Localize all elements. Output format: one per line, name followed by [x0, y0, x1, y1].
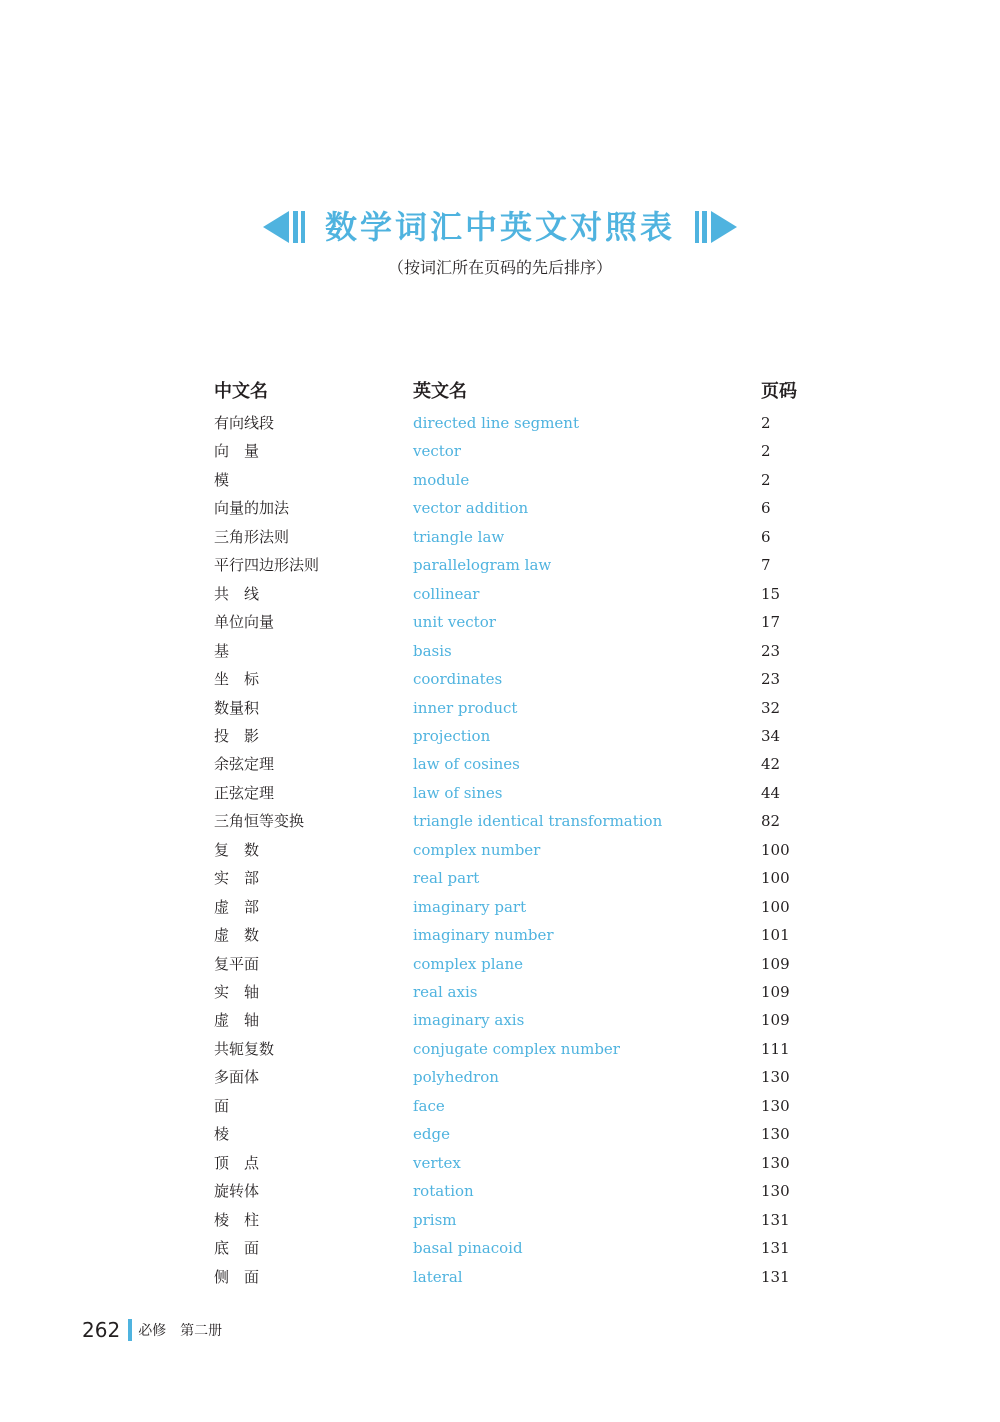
- term-english: coordinates: [413, 670, 503, 689]
- column-header-chinese: 中文名: [214, 381, 268, 402]
- term-english: projection: [413, 726, 491, 745]
- column-header-english: 英文名: [413, 381, 467, 402]
- term-chinese: 底 面: [214, 1239, 260, 1258]
- term-page: 111: [761, 1039, 790, 1058]
- table-row: [0, 441, 1000, 469]
- term-chinese: 实 部: [214, 869, 260, 888]
- term-page: 100: [761, 897, 790, 916]
- term-english: complex number: [413, 840, 541, 859]
- term-english: rotation: [413, 1182, 474, 1201]
- table-row: [0, 698, 1000, 726]
- term-chinese: 多面体: [214, 1068, 260, 1087]
- term-page: 34: [761, 726, 781, 745]
- term-english: vertex: [413, 1153, 461, 1172]
- term-english: parallelogram law: [413, 556, 552, 575]
- term-chinese: 侧 面: [214, 1267, 260, 1286]
- term-chinese: 棱 柱: [214, 1210, 260, 1229]
- term-page: 17: [761, 613, 781, 632]
- term-chinese: 平行四边形法则: [214, 556, 320, 575]
- term-chinese: 有向线段: [214, 414, 275, 432]
- term-page: 130: [761, 1068, 790, 1087]
- term-english: triangle identical transformation: [413, 812, 663, 831]
- term-chinese: 旋转体: [214, 1182, 260, 1201]
- term-page: 131: [761, 1267, 790, 1286]
- term-page: 2: [761, 414, 771, 432]
- term-english: face: [413, 1096, 445, 1115]
- table-row: [0, 1153, 1000, 1181]
- subtitle: （按词汇所在页码的先后排序）: [387, 258, 612, 277]
- term-english: law of sines: [413, 783, 503, 802]
- term-english: imaginary number: [413, 926, 554, 945]
- term-chinese: 虚 轴: [214, 1011, 260, 1030]
- table-row: [0, 925, 1000, 953]
- term-english: conjugate complex number: [413, 1039, 620, 1058]
- page-number: 262: [82, 1318, 121, 1342]
- term-page: 23: [761, 670, 781, 689]
- term-english: collinear: [413, 584, 480, 603]
- table-row: [0, 1238, 1000, 1266]
- term-page: 130: [761, 1153, 790, 1172]
- term-english: directed line segment: [413, 414, 579, 432]
- term-page: 100: [761, 869, 790, 888]
- term-page: 100: [761, 840, 790, 859]
- page-footer: [82, 1318, 222, 1342]
- term-page: 131: [761, 1239, 790, 1258]
- table-row: [0, 1210, 1000, 1238]
- column-header-page: 页码: [761, 381, 797, 402]
- term-english: basis: [413, 641, 452, 660]
- term-english: module: [413, 470, 470, 489]
- term-page: 6: [761, 499, 771, 518]
- term-page: 101: [761, 926, 790, 945]
- table-row: [0, 413, 1000, 441]
- term-english: imaginary part: [413, 897, 527, 916]
- term-page: 42: [761, 755, 781, 774]
- table-row: [0, 527, 1000, 555]
- term-english: law of cosines: [413, 755, 520, 774]
- term-page: 2: [761, 470, 771, 489]
- term-chinese: 坐 标: [214, 670, 260, 689]
- term-chinese: 复平面: [214, 954, 260, 973]
- term-page: 109: [761, 954, 790, 973]
- table-row: [0, 1124, 1000, 1152]
- term-english: edge: [413, 1125, 450, 1144]
- term-chinese: 三角形法则: [214, 527, 290, 546]
- term-chinese: 正弦定理: [214, 783, 275, 802]
- right-arrow-icon: [693, 209, 737, 245]
- term-chinese: 单位向量: [214, 613, 275, 632]
- term-chinese: 共轭复数: [214, 1039, 275, 1058]
- table-row: [0, 1267, 1000, 1295]
- term-chinese: 面: [214, 1096, 230, 1115]
- term-chinese: 共 线: [214, 584, 260, 603]
- term-page: 23: [761, 641, 781, 660]
- term-chinese: 模: [214, 470, 230, 489]
- term-page: 7: [761, 556, 771, 575]
- table-row: [0, 897, 1000, 925]
- term-page: 82: [761, 812, 781, 831]
- book-label: 必修 第二册: [138, 1323, 223, 1339]
- table-row: [0, 555, 1000, 583]
- table-row: [0, 470, 1000, 498]
- term-english: triangle law: [413, 527, 505, 546]
- table-row: [0, 669, 1000, 697]
- term-chinese: 向量的加法: [214, 499, 290, 518]
- table-row: [0, 1096, 1000, 1124]
- term-page: 130: [761, 1096, 790, 1115]
- table-row: [0, 783, 1000, 811]
- term-english: polyhedron: [413, 1068, 499, 1087]
- term-chinese: 余弦定理: [214, 755, 275, 774]
- term-page: 131: [761, 1210, 790, 1229]
- term-english: vector: [413, 442, 461, 461]
- table-row: [0, 641, 1000, 669]
- term-page: 6: [761, 527, 771, 546]
- table-row: [0, 1039, 1000, 1067]
- term-chinese: 虚 数: [214, 926, 260, 945]
- footer-divider: [128, 1319, 132, 1341]
- term-page: 109: [761, 1011, 790, 1030]
- term-chinese: 三角恒等变换: [214, 812, 305, 831]
- table-row: [0, 726, 1000, 754]
- term-page: 2: [761, 442, 771, 461]
- term-chinese: 投 影: [214, 726, 260, 745]
- table-row: [0, 954, 1000, 982]
- term-english: lateral: [413, 1267, 463, 1286]
- table-row: [0, 1181, 1000, 1209]
- term-chinese: 向 量: [214, 442, 260, 461]
- term-chinese: 顶 点: [214, 1153, 260, 1172]
- table-row: [0, 811, 1000, 839]
- term-chinese: 虚 部: [214, 897, 260, 916]
- term-page: 130: [761, 1125, 790, 1144]
- table-row: [0, 754, 1000, 782]
- term-page: 32: [761, 698, 781, 717]
- term-english: vector addition: [413, 499, 529, 518]
- term-english: real part: [413, 869, 480, 888]
- table-row: [0, 982, 1000, 1010]
- term-chinese: 复 数: [214, 840, 260, 859]
- term-page: 130: [761, 1182, 790, 1201]
- term-page: 15: [761, 584, 781, 603]
- title-block: [0, 204, 1000, 250]
- term-chinese: 棱: [214, 1125, 230, 1144]
- term-english: prism: [413, 1210, 457, 1229]
- table-row: [0, 498, 1000, 526]
- term-english: inner product: [413, 698, 518, 717]
- table-row: [0, 868, 1000, 896]
- left-arrow-icon: [263, 209, 307, 245]
- term-english: real axis: [413, 983, 478, 1001]
- term-chinese: 数量积: [214, 698, 260, 717]
- table-row: [0, 1067, 1000, 1095]
- term-chinese: 基: [214, 641, 230, 660]
- term-page: 44: [761, 783, 781, 802]
- table-row: [0, 840, 1000, 868]
- term-chinese: 实 轴: [214, 983, 260, 1001]
- page-title: 数学词汇中英文对照表: [324, 208, 675, 246]
- term-english: basal pinacoid: [413, 1239, 523, 1258]
- table-row: [0, 584, 1000, 612]
- table-row: [0, 612, 1000, 640]
- term-english: imaginary axis: [413, 1011, 525, 1030]
- table-row: [0, 1010, 1000, 1038]
- term-english: unit vector: [413, 613, 496, 632]
- term-english: complex plane: [413, 954, 524, 973]
- term-page: 109: [761, 983, 790, 1001]
